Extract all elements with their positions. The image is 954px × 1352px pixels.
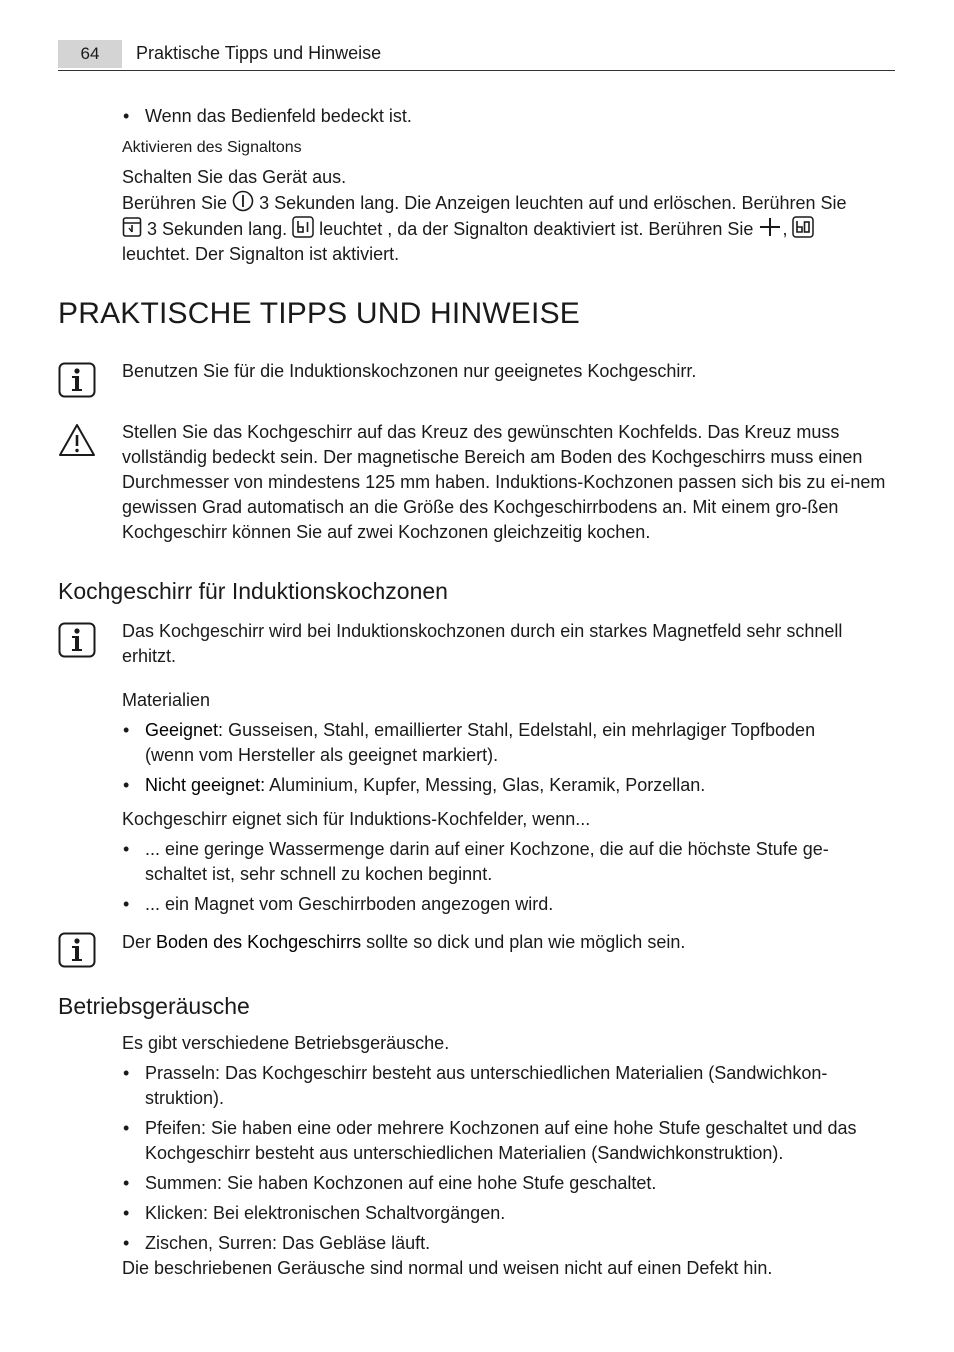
list-item: • Pfeifen: Sie haben eine oder mehrere Kochzonen auf eine hohe Stufe geschaltet und das Kochgeschirr besteht aus unterschiedlichen Materialien (Sandwichkonstruktion). xyxy=(122,1116,892,1166)
info-text: sollte so dick und plan wie möglich sein. xyxy=(366,932,686,952)
section-heading-noise: Betriebsgeräusche xyxy=(58,993,250,1019)
list-item: • ... eine geringe Wassermenge darin auf einer Kochzone, die auf die höchste Stufe ge-schaltet ist, sehr schnell zu kochen beginnt. xyxy=(122,837,867,887)
list-item: • ... ein Magnet vom Geschirrboden angezogen wird. xyxy=(122,892,867,917)
list-item xyxy=(122,773,852,798)
display-b1-icon xyxy=(292,216,314,238)
instruction-line: leuchtet. Der Signalton ist aktiviert. xyxy=(122,244,400,264)
power-icon xyxy=(232,190,254,212)
list-item xyxy=(122,718,852,768)
info-note: Das Kochgeschirr wird bei Induktionskochzonen durch ein starkes Magnetfeld sehr schnell erhitzt. xyxy=(122,621,843,666)
list-item: • Prasseln: Das Kochgeschirr besteht aus unterschiedlichen Materialien (Sandwichkon-struktion). xyxy=(122,1061,892,1111)
unsuitable-text: Aluminium, Kupfer, Messing, Glas, Keramik, Porzellan. xyxy=(269,775,706,795)
materials-list xyxy=(122,718,852,803)
list-item: • Summen: Sie haben Kochzonen auf eine hohe Stufe geschaltet. xyxy=(122,1171,892,1196)
conditions-list xyxy=(122,837,867,922)
condition-label: Kochgeschirr eignet sich für Induktions-Kochfelder, wenn... xyxy=(122,809,591,829)
info-emphasis: Boden des Kochgeschirrs xyxy=(156,932,362,952)
instruction-line: Schalten Sie das Gerät aus. xyxy=(122,167,347,187)
info-icon xyxy=(58,932,96,968)
display-b0-icon xyxy=(792,216,814,238)
info-text: Der xyxy=(122,932,152,952)
plus-icon xyxy=(758,216,782,238)
running-header-title: Praktische Tipps und Hinweise xyxy=(136,43,382,63)
info-note xyxy=(122,930,892,955)
page-number: 64 xyxy=(58,40,122,68)
header-divider xyxy=(58,70,895,71)
noise-intro: Es gibt verschiedene Betriebsgeräusche. xyxy=(122,1033,450,1053)
instruction-text: Berühren Sie xyxy=(122,193,228,213)
page-title: PRAKTISCHE TIPPS UND HINWEISE xyxy=(58,297,580,330)
instruction-line xyxy=(122,190,892,216)
warning-icon xyxy=(57,422,97,458)
info-note: Benutzen Sie für die Induktionskochzonen nur geeignetes Kochgeschirr. xyxy=(122,361,697,381)
materials-label: Materialien xyxy=(122,690,211,710)
unsuitable-label: Nicht geeignet: xyxy=(145,775,266,795)
top-bullet-list xyxy=(122,104,892,134)
instruction-text: 3 Sekunden lang. Die Anzeigen leuchten auf und erlöschen. Berühren Sie xyxy=(259,193,847,213)
suitable-label: Geeignet: xyxy=(145,720,224,740)
list-item: • Zischen, Surren: Das Gebläse läuft. xyxy=(122,1231,892,1256)
list-item: • Klicken: Bei elektronischen Schaltvorgängen. xyxy=(122,1201,892,1226)
noise-conclusion: Die beschriebenen Geräusche sind normal und weisen nicht auf einen Defekt hin. xyxy=(122,1258,773,1278)
instruction-text: 3 Sekunden lang. xyxy=(147,219,288,239)
subheading-signal-tone: Aktivieren des Signaltons xyxy=(122,139,302,156)
suitable-text: Gusseisen, Stahl, emaillierter Stahl, Edelstahl, ein mehrlagiger Topfboden (wenn vom Hersteller als geeignet markiert). xyxy=(145,720,816,765)
instruction-line xyxy=(122,216,892,242)
timer-icon xyxy=(122,216,142,238)
noise-list xyxy=(122,1061,892,1261)
instruction-text: , xyxy=(782,219,788,239)
list-item: • Wenn das Bedienfeld bedeckt ist. xyxy=(122,104,892,129)
section-heading-cookware: Kochgeschirr für Induktionskochzonen xyxy=(58,578,448,604)
info-icon xyxy=(58,622,96,658)
info-icon xyxy=(58,362,96,398)
warning-note: Stellen Sie das Kochgeschirr auf das Kreuz des gewünschten Kochfelds. Das Kreuz muss vollständig bedeckt sein. Der magnetische Bereich am Boden des Kochgeschirrs muss einen Durchmesser von mindestens 125 mm haben. Induktions-Kochzonen passen sich bis zu ei-nem gewissen Grad automatisch an die Größe des Kochgeschirrbodens an. Mit einem gro-ßen Kochgeschirr können Sie auf zwei Kochzonen gleichzeitig kochen. xyxy=(122,422,886,542)
instruction-text: leuchtet , da der Signalton deaktiviert ist. Berühren Sie xyxy=(319,219,754,239)
signal-tone-instructions xyxy=(122,165,892,267)
